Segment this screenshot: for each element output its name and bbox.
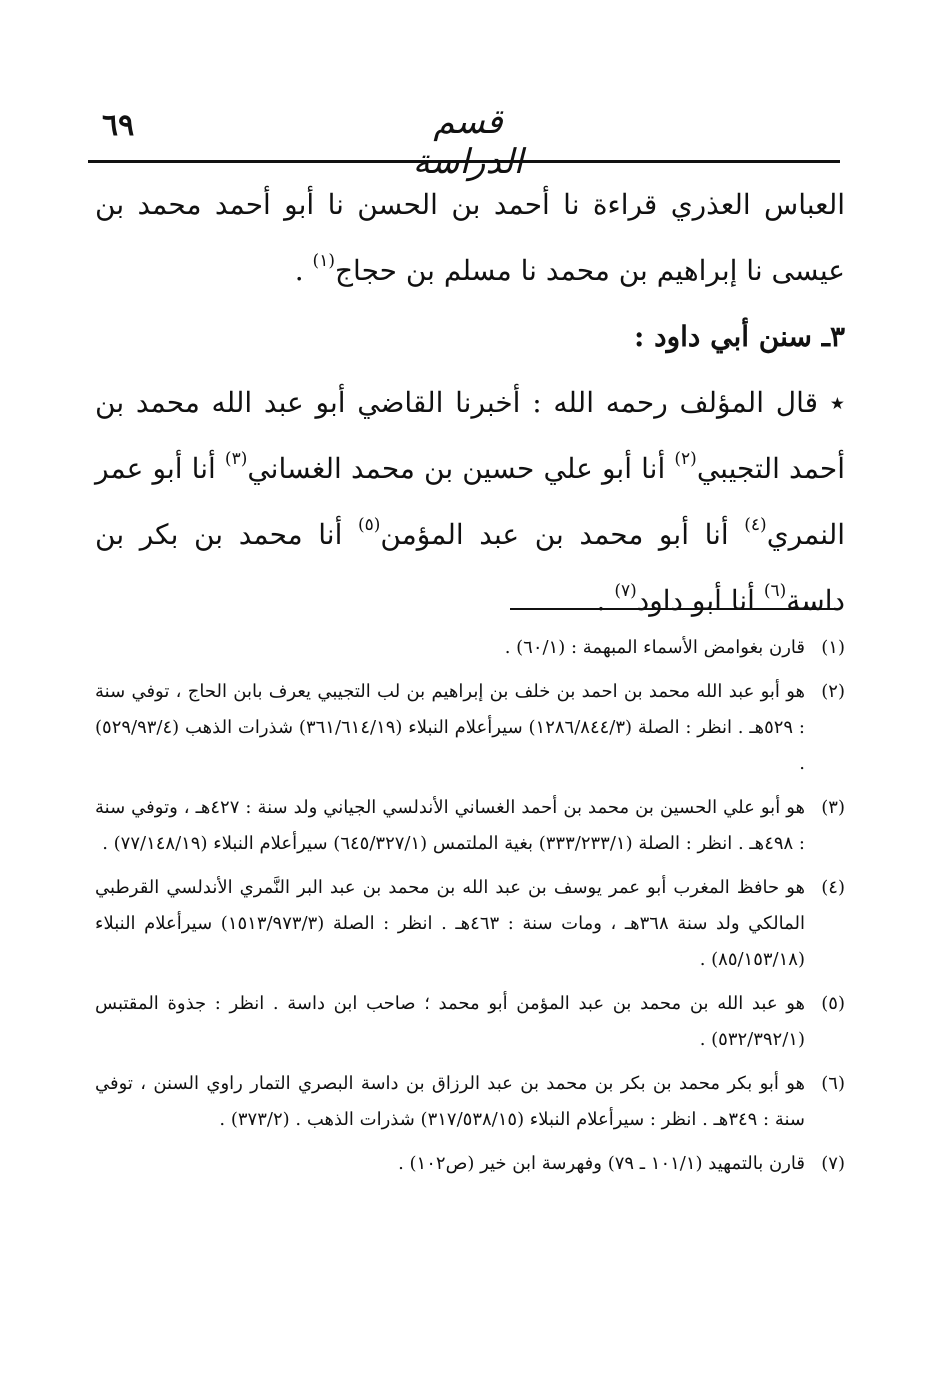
footnote-text: هو عبد الله بن محمد بن عبد المؤمن أبو محمد ؛ صاحب ابن داسة . انظر : جذوة المقتبس (٥٣٢/٣٩٢/١) . — [95, 993, 805, 1050]
footnote-ref-2[interactable]: (٢) — [674, 449, 697, 469]
footnote-ref-5[interactable]: (٥) — [357, 515, 381, 535]
footnote — [95, 986, 845, 1058]
p1-end: . — [294, 254, 313, 287]
footnotes — [95, 630, 845, 1190]
footnote-number: (٢) — [821, 681, 845, 702]
p2-seg1: ٭ قال المؤلف رحمه الله : أخبرنا القاضي أبو عبد الله محمد بن أحمد التجيبي — [95, 386, 845, 485]
footnote-number: (٦) — [821, 1073, 845, 1094]
footnote-text: قارن بالتمهيد (١٠١/١ ـ ٧٩) وفهرسة ابن خير (ص١٠٢) . — [398, 1153, 805, 1174]
footnote — [95, 630, 845, 666]
p2-seg2: أنا أبو علي حسين بن محمد الغساني — [247, 452, 675, 485]
main-text — [95, 172, 845, 634]
p2-end: . — [596, 584, 615, 617]
footnote-number: (١) — [821, 637, 845, 658]
p2-seg3: أنا أبو عمر النمري — [95, 452, 845, 551]
header-rule — [88, 160, 840, 163]
footnote — [95, 870, 845, 978]
section-heading: ٣ـ سنن أبي داود : — [634, 320, 845, 353]
p2-seg5: أنا محمد بن بكر بن داسة — [95, 518, 845, 617]
footnote-number: (٥) — [821, 993, 845, 1014]
p1-line2: إبراهيم بن محمد نا مسلم بن حجاج — [334, 254, 738, 287]
page-header — [88, 100, 840, 182]
footnote-number: (٣) — [821, 797, 845, 818]
footnote-number: (٤) — [821, 877, 845, 898]
footnote-separator — [510, 608, 840, 610]
footnote-ref-6[interactable]: (٦) — [763, 581, 787, 601]
footnote-ref-7[interactable]: (٧) — [614, 581, 637, 601]
footnote-ref-4[interactable]: (٤) — [744, 515, 767, 535]
footnote — [95, 674, 845, 782]
footnote-ref-3[interactable]: (٣) — [224, 449, 248, 469]
footnote — [95, 1066, 845, 1138]
footnote-ref-1[interactable]: (١) — [312, 251, 335, 271]
footnote-text: هو حافظ المغرب أبو عمر يوسف بن عبد الله بن محمد بن عبد البر النَّمري الأندلسي القرطبي المالكي ولد سنة ٣٦٨هـ ، ومات سنة : ٤٦٣هـ . انظر : الصلة (١٥١٣/٩٧٣/٣) سيرأعلام النبلاء (٨٥/١٥٣/١٨) . — [95, 877, 805, 970]
p2-seg6: أنا أبو داود — [636, 584, 764, 617]
p2-seg4: أنا أبو محمد بن عبد المؤمن — [380, 518, 745, 551]
footnote-number: (٧) — [821, 1153, 845, 1174]
footnote — [95, 1146, 845, 1182]
footnote-text: هو أبو علي الحسين بن محمد بن أحمد الغساني الأندلسي الجياني ولد سنة : ٤٢٧هـ ، وتوفي سنة : ٤٩٨هـ . انظر : الصلة (٣٣٣/٢٣٣/١) بغية الملتمس (٦٤٥/٣٢٧/١) سيرأعلام النبلاء (٧٧/١٤٨/١٩) . — [95, 797, 805, 854]
paragraph-1 — [95, 172, 845, 304]
paragraph-2 — [95, 370, 845, 634]
page-number: ٦٩ — [102, 108, 135, 143]
footnote-text: هو أبو عبد الله محمد بن احمد بن خلف بن إبراهيم بن لب التجيبي يعرف بابن الحاج ، توفي سنة : ٥٢٩هـ . انظر : الصلة (١٢٨٦/٨٤٤/٣) سيرأعلام النبلاء (٣٦١/٦١٤/١٩) شذرات الذهب (٥٢٩/٩٣/٤) . — [95, 681, 806, 774]
p1-line1: العباس العذري قراءة نا أحمد بن الحسن نا أبو أحمد محمد بن عيسى نا — [95, 188, 845, 287]
footnote-text: قارن بغوامض الأسماء المبهمة : (٦٠/١) . — [504, 637, 805, 658]
running-title: قسم الدراسة — [412, 102, 524, 182]
footnote — [95, 790, 845, 862]
footnote-text: هو أبو بكر محمد بن بكر بن محمد بن عبد الرزاق بن داسة البصري التمار راوي السنن ، توفي سنة : ٣٤٩هـ . انظر : سيرأعلام النبلاء (٣١٧/٥٣٨/١٥) شذرات الذهب . (٣٧٣/٢) . — [95, 1073, 805, 1130]
